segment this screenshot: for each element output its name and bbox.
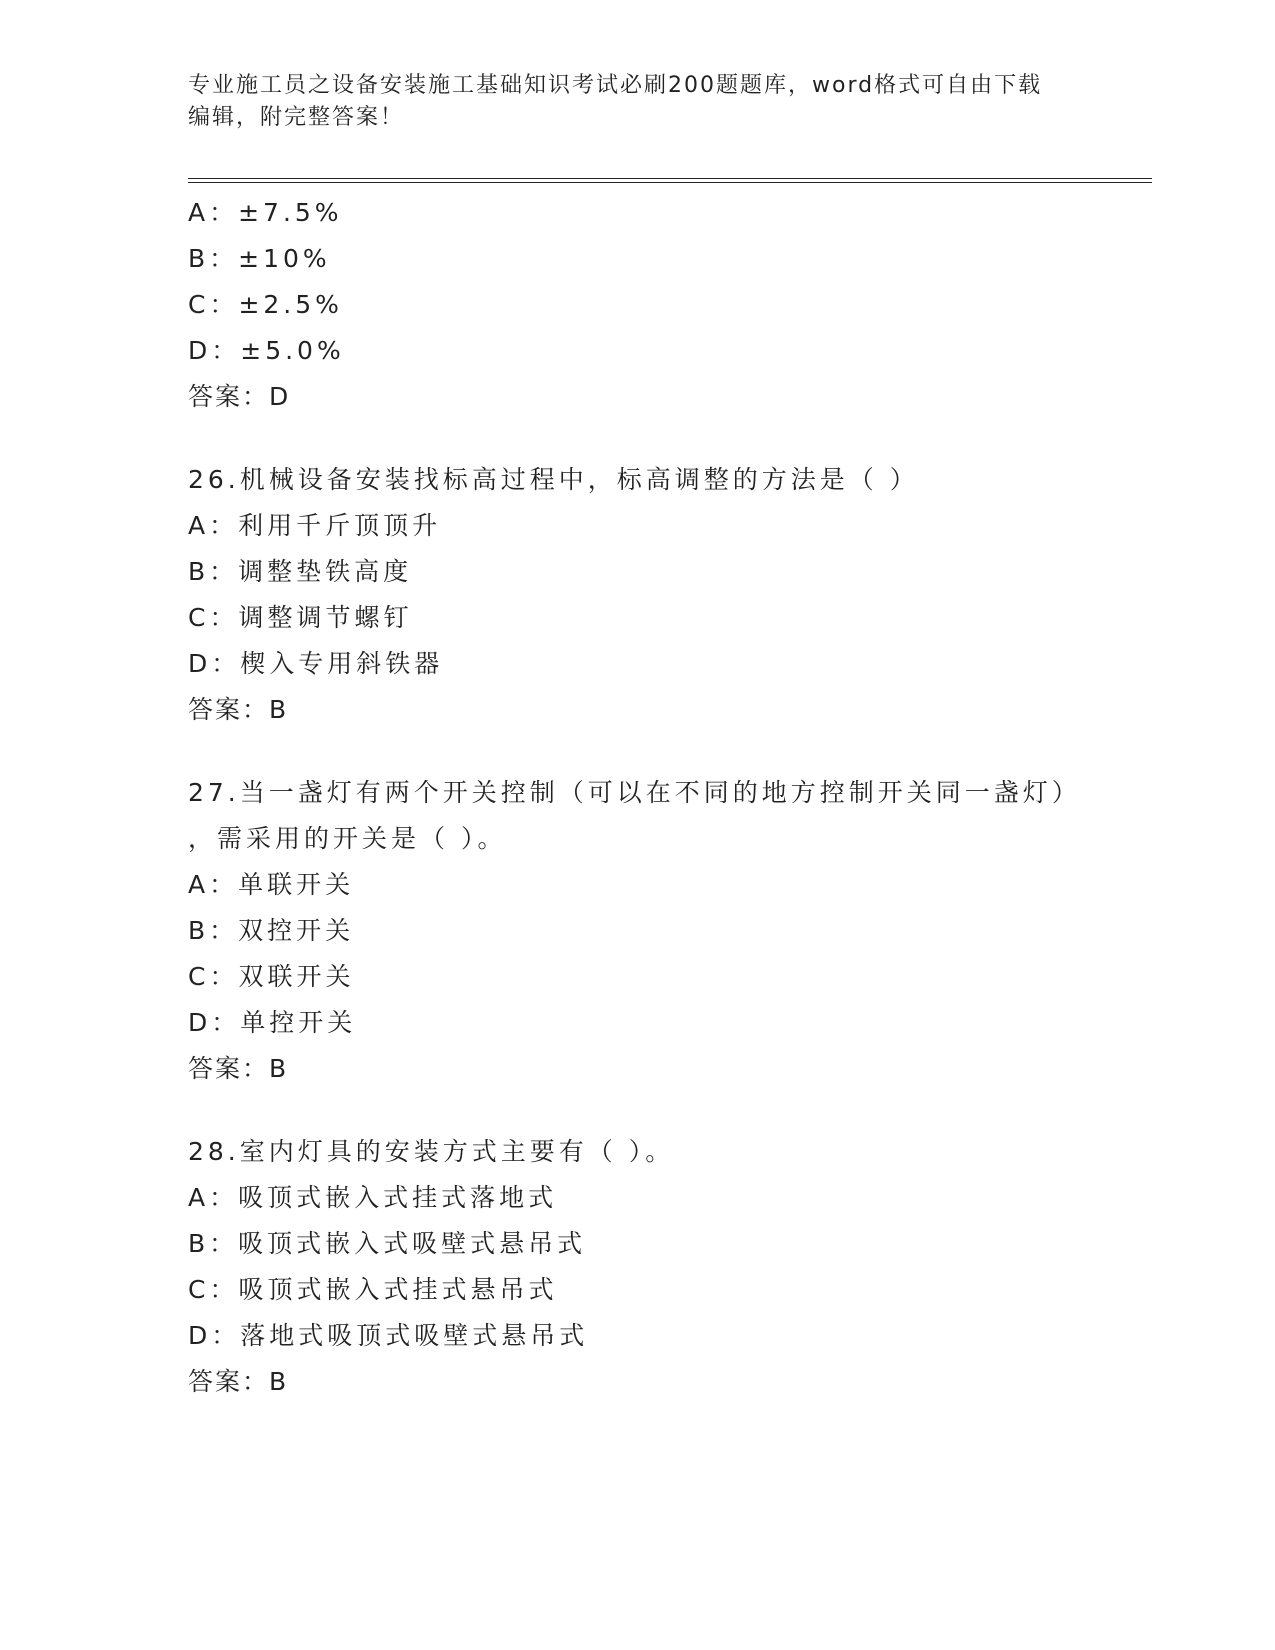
q26-option-a: A：利用千斤顶顶升 [188, 511, 442, 540]
q27-stem-line2: ，需采用的开关是（ ）。 [188, 824, 507, 853]
question-25-block [188, 190, 1148, 420]
q26-option-d: D：楔入专用斜铁器 [188, 649, 444, 678]
q28-option-c: C：吸顶式嵌入式挂式悬吊式 [188, 1275, 558, 1304]
q27-option-b: B：双控开关 [188, 916, 355, 945]
question-26-block [188, 457, 1148, 733]
q25-answer: 答案：D [188, 382, 291, 411]
q25-option-d: D：±5.0% [188, 336, 345, 365]
q28-option-a: A：吸顶式嵌入式挂式落地式 [188, 1183, 558, 1212]
q28-option-d: D：落地式吸顶式吸壁式悬吊式 [188, 1321, 589, 1350]
question-27-block [188, 770, 1148, 1092]
q26-answer: 答案：B [188, 695, 289, 724]
q25-option-c: C：±2.5% [188, 290, 343, 319]
q26-option-b: B：调整垫铁高度 [188, 557, 413, 586]
question-list [188, 190, 1148, 1405]
header-divider-bottom [188, 182, 1152, 183]
header-title-line1: 专业施工员之设备安装施工基础知识考试必刷200题题库，word格式可自由下载 [188, 73, 1043, 98]
question-28-block [188, 1129, 1148, 1405]
q25-option-a: A：±7.5% [188, 198, 343, 227]
document-header [188, 70, 1088, 134]
header-divider-top [188, 178, 1152, 179]
q27-option-d: D：单控开关 [188, 1008, 357, 1037]
header-title-line2: 编辑，附完整答案！ [188, 105, 405, 130]
q25-option-b: B：±10% [188, 244, 331, 273]
q27-option-a: A：单联开关 [188, 870, 355, 899]
q27-option-c: C：双联开关 [188, 962, 355, 991]
q26-stem: 26.机械设备安装找标高过程中，标高调整的方法是（ ） [188, 465, 919, 494]
q27-stem-line1: 27.当一盏灯有两个开关控制（可以在不同的地方控制开关同一盏灯） [188, 778, 1081, 807]
q28-option-b: B：吸顶式嵌入式吸壁式悬吊式 [188, 1229, 587, 1258]
q27-answer: 答案：B [188, 1054, 289, 1083]
q28-stem: 28.室内灯具的安装方式主要有（ ）。 [188, 1137, 675, 1166]
q26-option-c: C：调整调节螺钉 [188, 603, 413, 632]
q28-answer: 答案：B [188, 1367, 289, 1396]
